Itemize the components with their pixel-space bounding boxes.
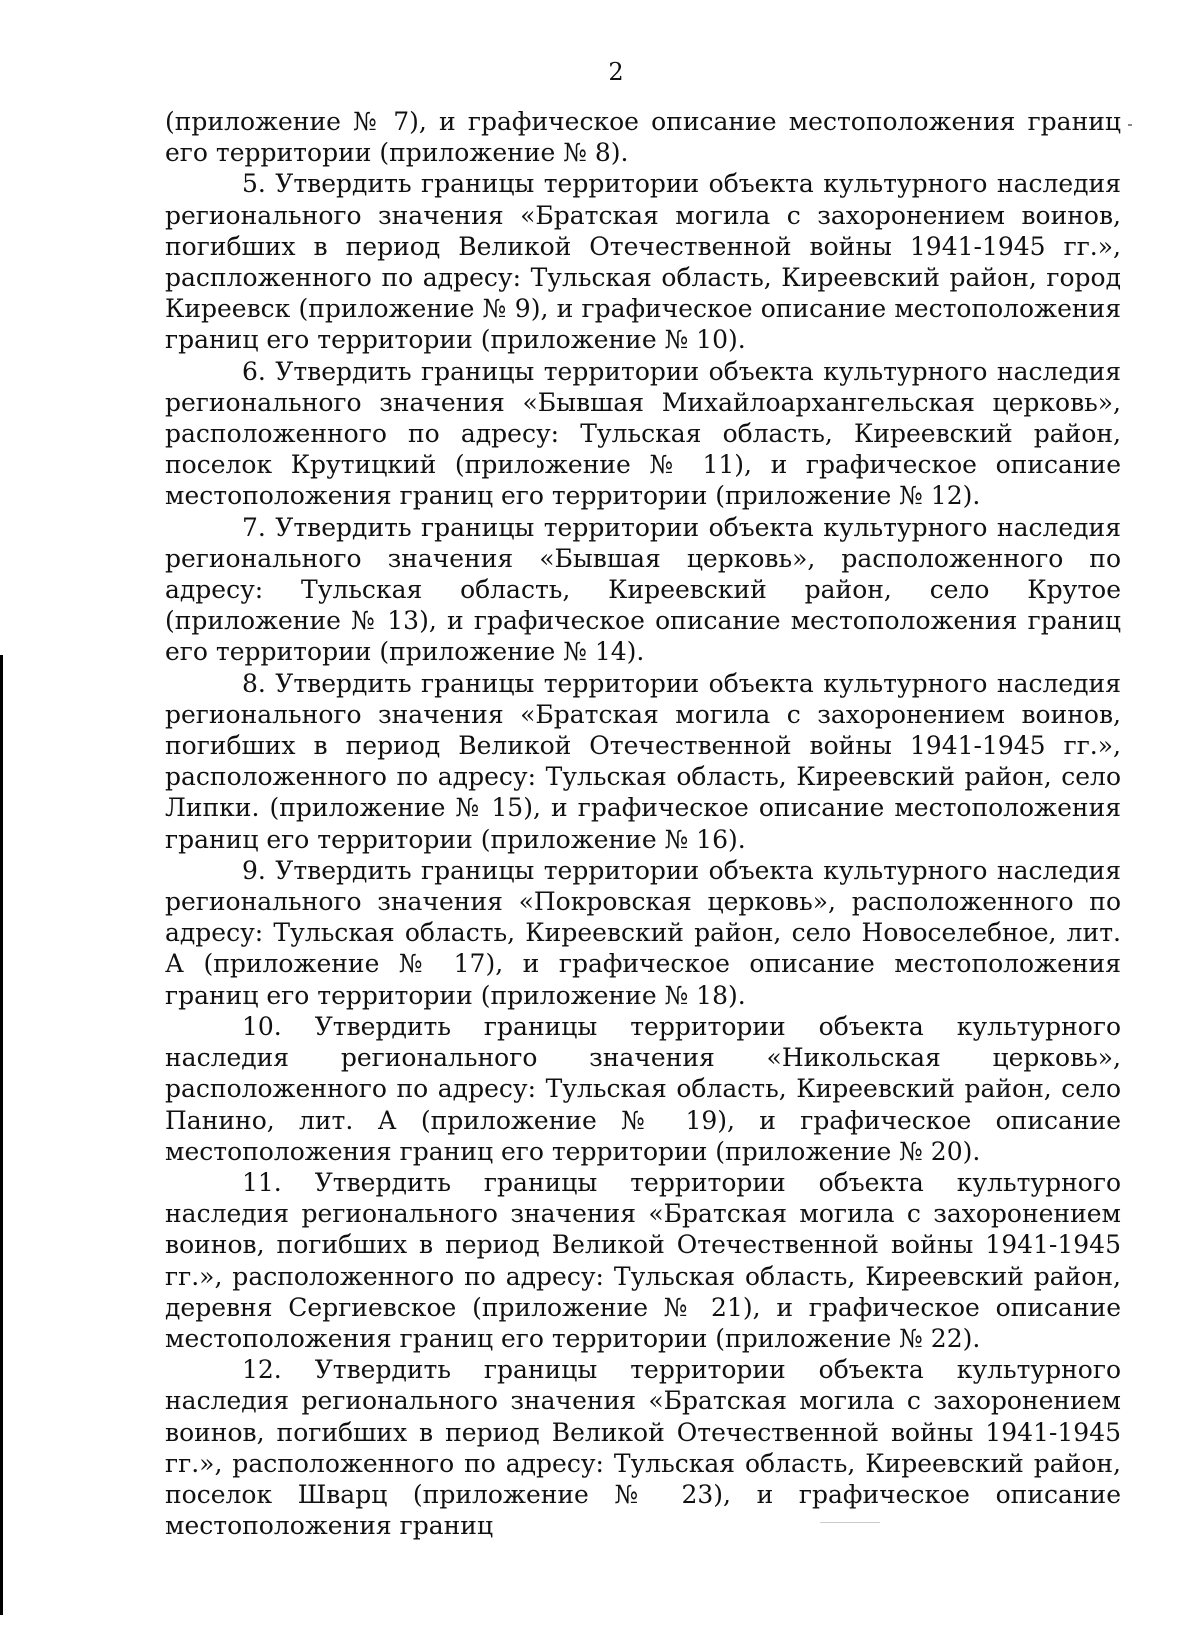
paragraph-item-7: 7. Утвердить границы территории объекта культурного наследия регионального значения «Бывшая церковь», расположенного по адресу: Тульская область, Киреевский район, село Крутое (приложение № 13), и графическое описание местоположения границ его территории (приложение № 14). [165,512,1121,667]
paragraph-item-12: 12. Утвердить границы территории объекта культурного наследия регионального значения «Братская могила с захоронением воинов, погибших в период Великой Отечественной войны 1941-1945 гг.», расположенного по адресу: Тульская область, Киреевский район, поселок Шварц (приложение № 23), и графическое описание местоположения границ [165,1355,1121,1541]
scan-artifact-dot [1128,124,1132,126]
paragraph-item-5: 5. Утвердить границы территории объекта культурного наследия регионального значения «Братская могила с захоронением воинов, погибших в период Великой Отечественной войны 1941-1945 гг.», распложенного по адресу: Тульская область, Киреевский район, город Киреевск (приложение № 9), и графическое описание местоположения границ его территории (приложение № 10). [165,169,1121,355]
paragraph-item-11: 11. Утвердить границы территории объекта культурного наследия регионального значения «Братская могила с захоронением воинов, погибших в период Великой Отечественной войны 1941-1945 гг.», расположенного по адресу: Тульская область, Киреевский район, деревня Сергиевское (приложение № 21), и графическое описание местоположения границ его территории (приложение № 22). [165,1167,1121,1353]
paragraph-item-8: 8. Утвердить границы территории объекта культурного наследия регионального значения «Братская могила с захоронением воинов, погибших в период Великой Отечественной войны 1941-1945 гг.», расположенного по адресу: Тульская область, Киреевский район, село Липки. (приложение № 15), и графическое описание местоположения границ его территории (приложение № 16). [165,668,1121,854]
paragraph-continuation: (приложение № 7), и графическое описание местоположения границ его территории (приложение № 8). [165,107,1121,168]
document-body [165,106,1121,1541]
scan-edge-line [0,655,3,1615]
page-number: 2 [608,58,624,86]
paragraph-item-10: 10. Утвердить границы территории объекта культурного наследия регионального значения «Никольская церковь», расположенного по адресу: Тульская область, Киреевский район, село Панино, лит. А (приложение № 19), и графическое описание местоположения границ его территории (приложение № 20). [165,1011,1121,1166]
paragraph-item-9: 9. Утвердить границы территории объекта культурного наследия регионального значения «Покровская церковь», расположенного по адресу: Тульская область, Киреевский район, село Новоселебное, лит. А (приложение № 17), и графическое описание местоположения границ его территории (приложение № 18). [165,855,1121,1010]
paragraph-item-6: 6. Утвердить границы территории объекта культурного наследия регионального значения «Бывшая Михайлоархангельская церковь», расположенного по адресу: Тульская область, Киреевский район, поселок Крутицкий (приложение № 11), и графическое описание местоположения границ его территории (приложение № 12). [165,356,1121,511]
